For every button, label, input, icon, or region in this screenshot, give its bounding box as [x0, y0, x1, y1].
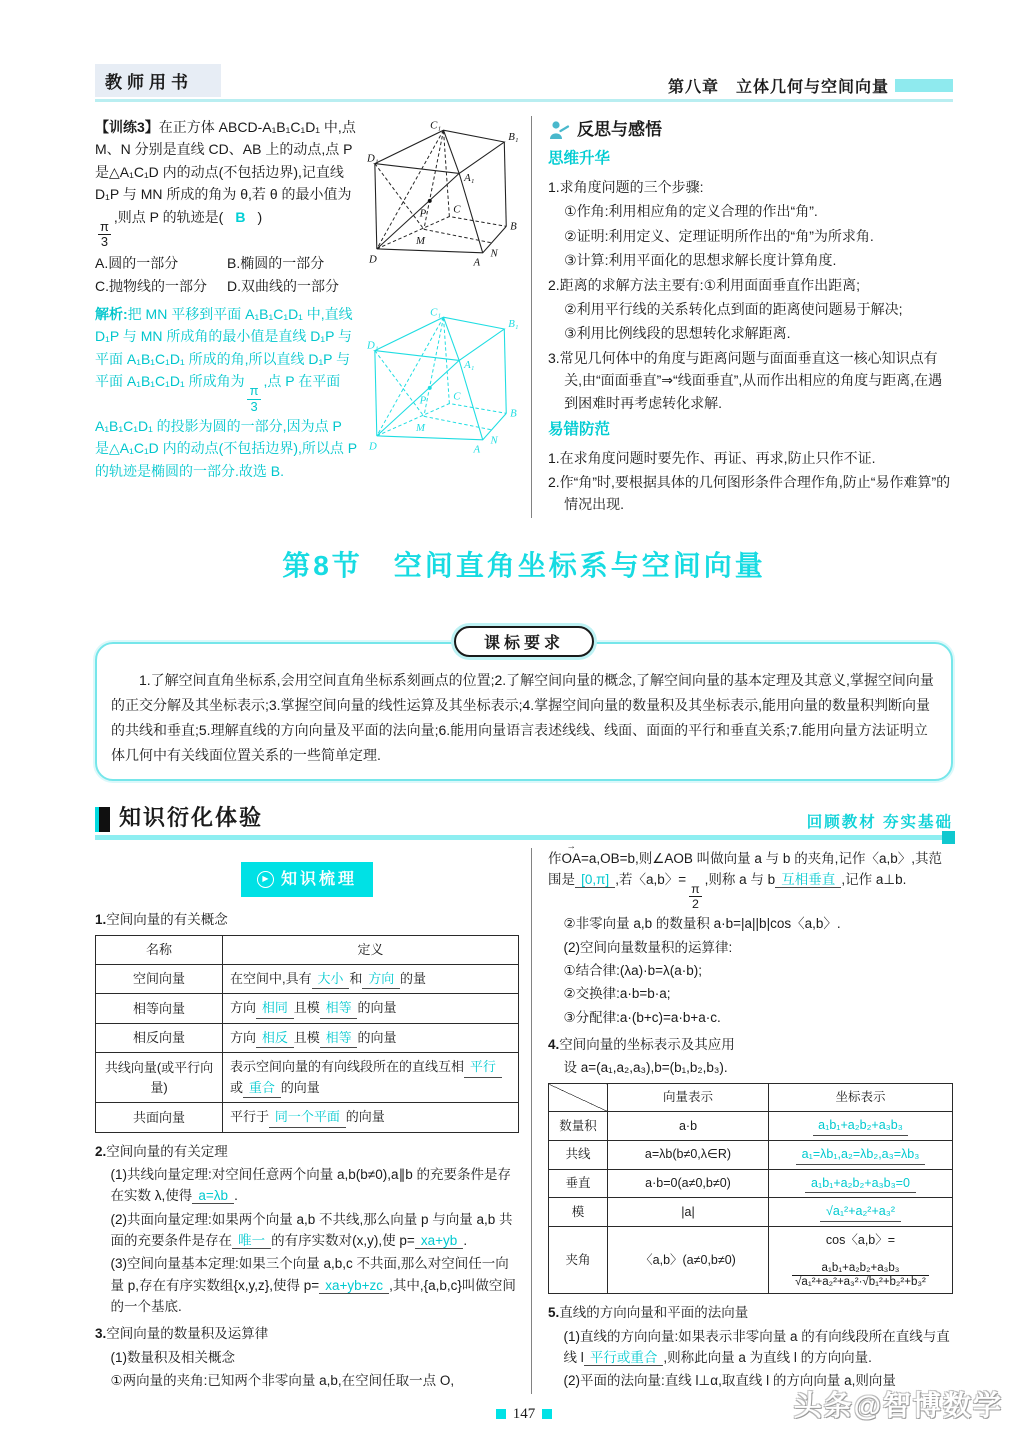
vertex-label: D: [368, 253, 377, 266]
k3-body: [95, 1347, 519, 1392]
k2-paragraph: (2)共面向量定理:如果两个向量 a,b 不共线,那么向量 p 与向量 a,b 共面的充要条件是存在 唯一 的有序实数对(x,y),使 p= xa+yb .: [110, 1211, 513, 1249]
law-item: ③分配律:a·(b+c)=a·b+a·c.: [563, 1009, 721, 1025]
knowledge-badge: [241, 862, 373, 897]
concepts-table: 名称 定义 空间向量 在空间中,具有 大小 和 方向 的量 相等向量 方向 相同 且模 相等 的向量 相反向量 方向 相反 且模 相等 的向量 共线向量(或平行向量) 表示空间向量的有向线段所在的直线互相 平行或 重合 的向量 共面向量 平行于 同一个平面 的向量: [95, 935, 519, 1133]
curriculum-label: 课标要求: [454, 626, 594, 657]
curriculum-text: 1.了解空间直角坐标系,会用空间直角坐标系刻画点的位置;2.了解空间向量的概念,了解空间向量的基本定理及其意义,掌握空间向量的正交分解及其坐标表示;3.掌握空间向量的线性运算及其坐标表示;4.掌握空间向量的数量积及其坐标表示,能用向量的数量积判断向量的共线和垂直;5.理解直线的方向向量及平面的法向量;6.能用向量语言表述线线、线面、面面的平行和垂直关系;7.能用向量方法证明立体几何中有关线面位置关系的一些简单定理.: [111, 671, 934, 764]
play-icon: ▶: [257, 871, 274, 888]
knowledge-left-column: [95, 848, 531, 1394]
page-content: [95, 64, 953, 1423]
vertex-label: N: [490, 434, 498, 447]
reflection-item: ③计算:利用平面化的思想求解长度计算角度.: [564, 252, 837, 269]
law-item: ①结合律:(λa)·b=λ(a·b);: [563, 962, 703, 978]
k5-paragraph: (2)平面的法向量:直线 l⊥α,取直线 l 的方向向量 a,则向量: [563, 1373, 896, 1389]
section-accent-square: [942, 831, 955, 844]
law-item: ②交换律:a·b=b·a;: [563, 986, 671, 1002]
k3-paragraph: ①两向量的夹角:已知两个非零向量 a,b,在空间任取一点 O,: [110, 1372, 455, 1388]
k5-body: [548, 1326, 953, 1392]
vertex-label: P: [419, 394, 427, 407]
vertex-label: C: [453, 390, 461, 403]
vertex-label: C: [453, 203, 461, 216]
reflection-item: ②利用平行线的关系转化点到面的距离使问题易于解决;: [564, 300, 903, 317]
knowledge-section-title: 知识衍化体验: [119, 804, 264, 830]
dot-product-def: ②非零向量 a,b 的数量积 a·b=|a||b|cos〈a,b〉.: [563, 916, 841, 932]
reflection-item: 2.作“角”时,要根据具体的几何图形条件合理作角,防止“易作难算”的情况出现.: [548, 474, 951, 513]
reflection-header: [548, 116, 953, 143]
vertex-label: A₁: [464, 172, 475, 185]
vertex-label: M: [416, 234, 426, 247]
k5-paragraph: (1)直线的方向向量:如果表示非零向量 a 的有向线段所在直线与直线 l 平行或重合 ,则称此向量 a 为直线 l 的方向向量.: [563, 1328, 950, 1366]
coordinates-table: 向量表示 坐标表示 数量积 a·b a₁b₁+a₂b₂+a₃b₃ 共线 a=λb(b≠0,λ∈R) a₁=λb₁,a₂=λb₂,a₃=λb₃ 垂直 a·b=0(a≠0,b≠0) a₁b₁+a₂b₂+a₃b₃=0 模 |a| √a₁²+a₂²+a₃² 夹角 〈a,b〉(a≠0,b≠0) cos〈a,b〉= $\frac{\text{a₁b₁+a₂b₂+a₃b₃}}{\text{√a₁²+a₂²+a₃²·√b₁²+b₂²+b₃²}}$: [548, 1083, 953, 1294]
reflection-item: 2.距离的求解方法主要有:①利用面面垂直作出距离;: [548, 276, 861, 293]
vertex-label: A: [473, 443, 481, 455]
k2-paragraph: (1)共线向量定理:对空间任意两个向量 a,b(b≠0),a∥b 的充要条件是存在实数 λ,使得 a=λb .: [110, 1167, 511, 1204]
siwei-heading: 思维升华: [548, 150, 611, 168]
vertex-label: B: [510, 407, 517, 420]
vertex-label: D₁: [367, 152, 379, 165]
operation-laws-title: (2)空间向量数量积的运算律:: [563, 939, 733, 955]
training-analysis: [95, 303, 519, 482]
vertex-label: A: [473, 256, 481, 268]
top-section: [95, 116, 953, 518]
options-grid: [95, 252, 359, 297]
page-marker: [542, 1409, 552, 1419]
knowledge-section-header: [95, 801, 953, 840]
knowledge-right-column: [531, 848, 953, 1394]
page-header: [95, 64, 953, 102]
section-title: 第8节 空间直角坐标系与空间向量: [282, 549, 766, 581]
reflection-title: 反思与感悟: [577, 120, 662, 139]
reflection-column: [531, 116, 953, 518]
book-title: 教师用书: [95, 64, 221, 97]
vertex-label: P: [419, 207, 427, 220]
watermark: 头条@智博数学: [793, 1390, 1003, 1421]
vertex-label: M: [416, 421, 426, 434]
vertex-label: N: [490, 247, 498, 260]
chapter-title: 第八章 立体几何与空间向量: [667, 79, 889, 96]
page-number: 147: [512, 1405, 536, 1422]
curriculum-box: [95, 634, 953, 781]
k5-title: 5.直线的方向向量和平面的法向量: [548, 1305, 749, 1321]
cube-figure-black: [367, 118, 519, 268]
vertex-label: C₁: [430, 119, 442, 132]
option-b: B.椭圆的一部分: [227, 255, 325, 272]
k2-body: [95, 1164, 519, 1317]
vertex-label: B₁: [508, 131, 519, 144]
vertex-label: D₁: [367, 339, 379, 352]
reflection-item: 3.常见几何体中的角度与距离问题与面面垂直这一核心知识点有关,由“面面垂直”⇒“线面垂直”,从而作出相应的角度与距离,在遇到困难时再考虑转化求解.: [548, 349, 943, 411]
k2-paragraph: (3)空间向量基本定理:如果三个向量 a,b,c 不共面,那么对空间任一向量 p,存在有序实数组{x,y,z},使得 p= xa+yb+zc ,其中,{a,b,c}叫做空间的一个基底.: [110, 1256, 516, 1314]
k3-paragraph: (1)数量积及相关概念: [110, 1349, 236, 1365]
person-icon: [548, 120, 570, 140]
reflection-item: ③利用比例线段的思想转化求解距离.: [564, 325, 791, 342]
yicuo-heading: 易错防范: [548, 420, 611, 438]
analysis-text: 解析:把 MN 平移到平面 A₁B₁C₁D₁ 中,直线 D₁P 与 MN 所成角的最小值是直线 D₁P 与平面 A₁B₁C₁D₁ 所成的角,所以直线 D₁P 与平面 A₁B₁C₁D₁ 所成角为 $\frac{\pi}{3}$ ,点 P 在平面 A₁B₁C₁D₁ 的投影为圆的一部分,因为点 P 是△A₁C₁D 内的动点(不包括边界),所以点 P 的轨迹是椭圆的一部分.故选 B.: [95, 305, 357, 479]
training-stem-text: 【训练3】在正方体 ABCD-A₁B₁C₁D₁ 中,点 M、N 分别是直线 CD、AB 上的动点,点 P 是△A₁C₁D 内的动点(不包括边界),记直线 D₁P 与 MN 所成的角为 θ,若 θ 的最小值为 $\frac{\pi}{3}$ ,则点 P 的轨迹是( B ): [95, 119, 356, 250]
knowledge-badge-label: 知识梳理: [280, 870, 357, 888]
vertex-label: D: [368, 440, 377, 453]
knowledge-section: [95, 848, 953, 1394]
reflection-item: 1.在求角度问题时要先作、再证、再求,防止只作不证.: [548, 449, 876, 466]
cube-figure-cyan: [367, 305, 519, 455]
k3-title: 3.空间向量的数量积及运算律: [95, 1326, 269, 1342]
reflection-item: ①作角:利用相应角的定义合理的作出“角”.: [564, 203, 818, 220]
option-c: C.抛物线的一部分: [95, 277, 207, 294]
vertex-label: B: [510, 220, 517, 233]
chapter-title-wrap: [668, 74, 953, 97]
reflection-item: 1.求角度问题的三个步骤:: [548, 178, 704, 195]
vertex-label: A₁: [464, 359, 475, 372]
vertex-label: C₁: [430, 306, 442, 319]
training-column: [95, 116, 531, 518]
vertex-label: B₁: [508, 317, 519, 330]
option-a: A.圆的一部分: [95, 255, 179, 272]
k1-title: 1.空间向量的有关概念: [95, 911, 228, 927]
k4-title: 4.空间向量的坐标表示及其应用: [548, 1036, 735, 1052]
k2-title: 2.空间向量的有关定理: [95, 1143, 228, 1159]
option-d: D.双曲线的一部分: [227, 277, 339, 294]
reflection-item: ②证明:利用定义、定理证明所作出的“角”为所求角.: [564, 227, 874, 244]
knowledge-section-subtitle: 回顾教材 夯实基础: [806, 813, 953, 831]
k4-setup: 设 a=(a₁,a₂,a₃),b=(b₁,b₂,b₃).: [563, 1060, 728, 1076]
header-accent-chip: [895, 79, 953, 92]
page-marker: [496, 1409, 506, 1419]
angle-definition: 作OA →=a,OB=b,则∠AOB 叫做向量 a 与 b 的夹角,记作〈a,b〉,其范围是 [0,π] ,若〈a,b〉= $\frac{\pi}{2}$ ,则称 a 与 b 互相垂直 ,记作 a⊥b.: [548, 848, 953, 912]
section-marker-bar: [95, 807, 110, 832]
